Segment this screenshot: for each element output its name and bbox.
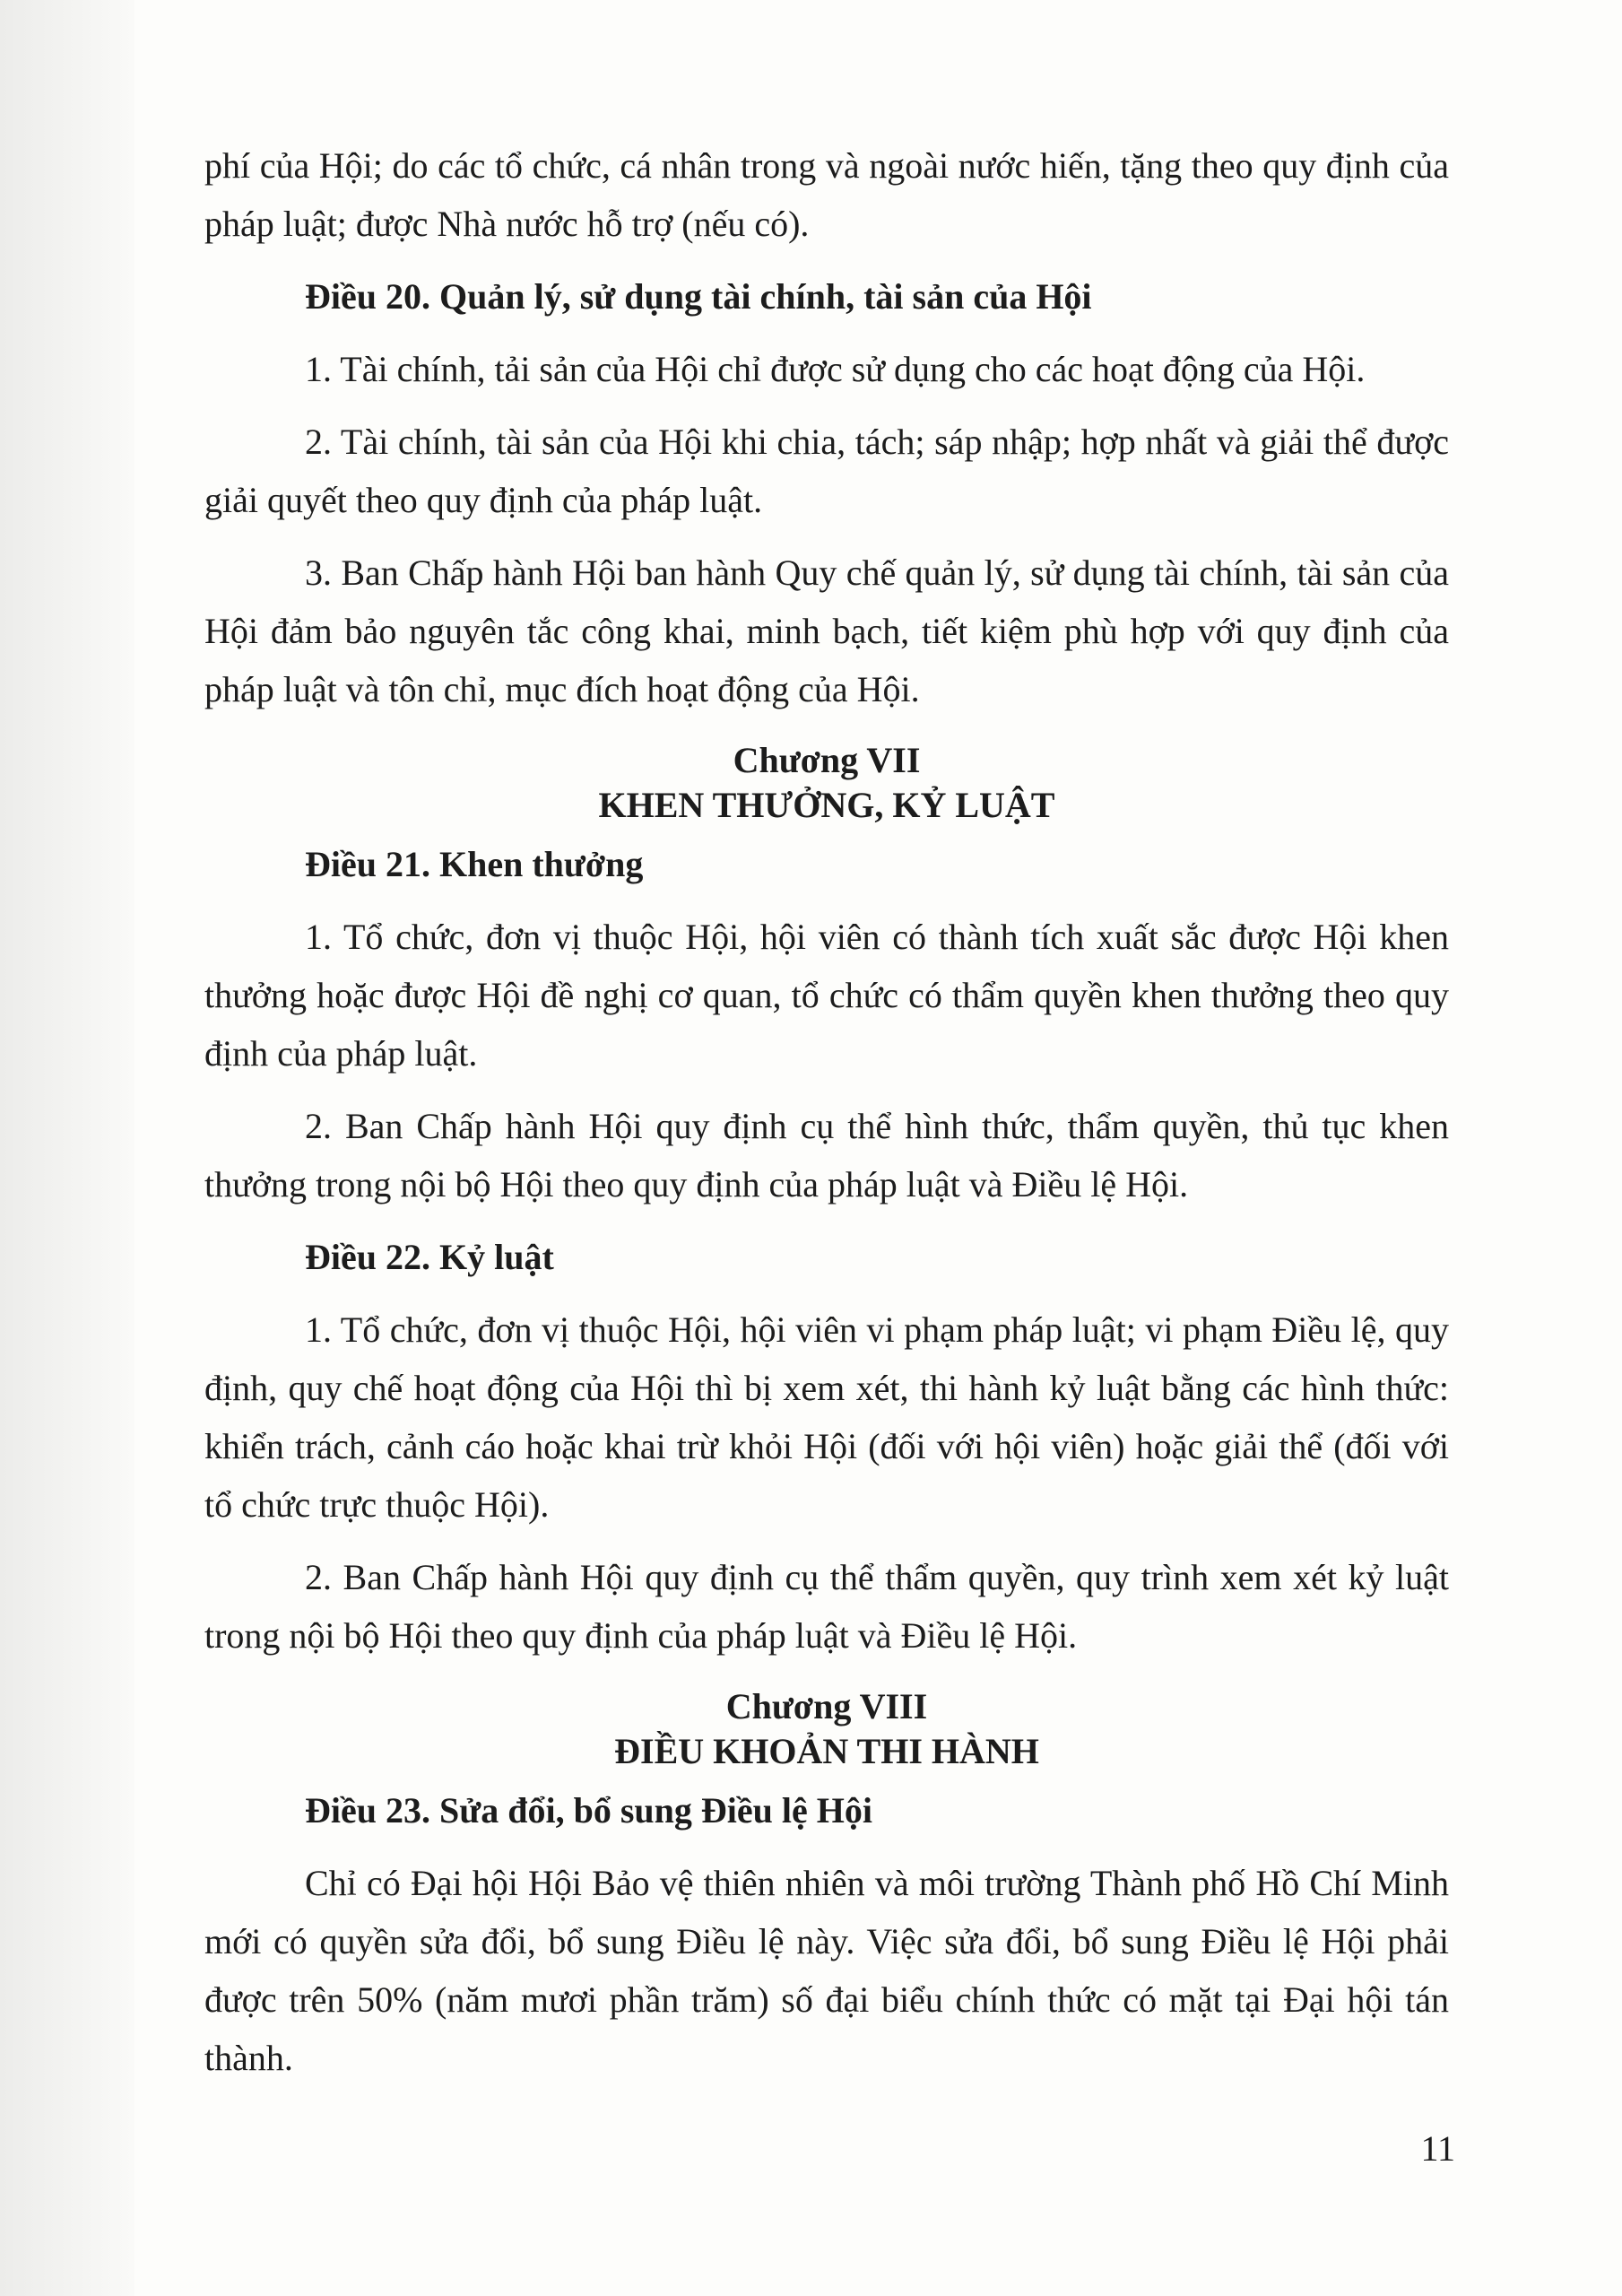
article-21-item-2: 2. Ban Chấp hành Hội quy định cụ thể hình thức, thẩm quyền, thủ tục khen thưởng trong nội bộ Hội theo quy định của pháp luật và Điều lệ Hội. — [204, 1106, 1449, 1205]
article-22-item-1: 1. Tổ chức, đơn vị thuộc Hội, hội viên vi phạm pháp luật; vi phạm Điều lệ, quy định, quy chế hoạt động của Hội thì bị xem xét, thi hành kỷ luật bằng các hình thức: khiển trách, cảnh cáo hoặc khai trừ khỏi Hội (đối với hội viên) hoặc giải thể (đối với tổ chức trực thuộc Hội). — [204, 1309, 1449, 1525]
article-23-item-1: Chỉ có Đại hội Hội Bảo vệ thiên nhiên và môi trường Thành phố Hồ Chí Minh mới có quyền sửa đổi, bổ sung Điều lệ này. Việc sửa đổi, bổ sung Điều lệ Hội phải được trên 50% (năm mươi phần trăm) số đại biểu chính thức có mặt tại Đại hội tán thành. — [204, 1863, 1449, 2078]
document-body — [204, 136, 1449, 2101]
page-edge-shadow — [0, 0, 134, 2296]
chapter-7-number: Chương VII — [733, 740, 921, 780]
chapter-8-number: Chương VIII — [725, 1686, 928, 1726]
article-23-heading: Điều 23. Sửa đổi, bổ sung Điều lệ Hội — [305, 1790, 873, 1831]
article-22-heading: Điều 22. Kỷ luật — [305, 1237, 554, 1277]
article-22-item-2: 2. Ban Chấp hành Hội quy định cụ thể thẩm quyền, quy trình xem xét kỷ luật trong nội bộ Hội theo quy định của pháp luật và Điều lệ Hội. — [204, 1557, 1449, 1656]
article-20-item-1: 1. Tài chính, tải sản của Hội chỉ được sử dụng cho các hoạt động của Hội. — [305, 349, 1366, 389]
article-21-heading: Điều 21. Khen thưởng — [305, 844, 644, 884]
article-20-item-3: 3. Ban Chấp hành Hội ban hành Quy chế quản lý, sử dụng tài chính, tài sản của Hội đảm bảo nguyên tắc công khai, minh bạch, tiết kiệm phù hợp với quy định của pháp luật và tôn chỉ, mục đích hoạt động của Hội. — [204, 552, 1449, 709]
article-21-item-1: 1. Tổ chức, đơn vị thuộc Hội, hội viên có thành tích xuất sắc được Hội khen thưởng hoặc được Hội đề nghị cơ quan, tổ chức có thẩm quyền khen thưởng theo quy định của pháp luật. — [204, 917, 1449, 1074]
chapter-7-title: KHEN THƯỞNG, KỶ LUẬT — [598, 785, 1055, 825]
chapter-8-heading — [204, 1684, 1449, 1774]
chapter-7-heading — [204, 738, 1449, 828]
article-20-item-2: 2. Tài chính, tài sản của Hội khi chia, tách; sáp nhập; hợp nhất và giải thể được giải quyết theo quy định của pháp luật. — [204, 422, 1449, 520]
article-20-heading: Điều 20. Quản lý, sử dụng tài chính, tài sản của Hội — [305, 276, 1092, 317]
continuation-paragraph: phí của Hội; do các tổ chức, cá nhân trong và ngoài nước hiến, tặng theo quy định của pháp luật; được Nhà nước hỗ trợ (nếu có). — [204, 145, 1449, 244]
page-number: 11 — [1420, 2128, 1455, 2169]
chapter-8-title: ĐIỀU KHOẢN THI HÀNH — [614, 1731, 1039, 1771]
